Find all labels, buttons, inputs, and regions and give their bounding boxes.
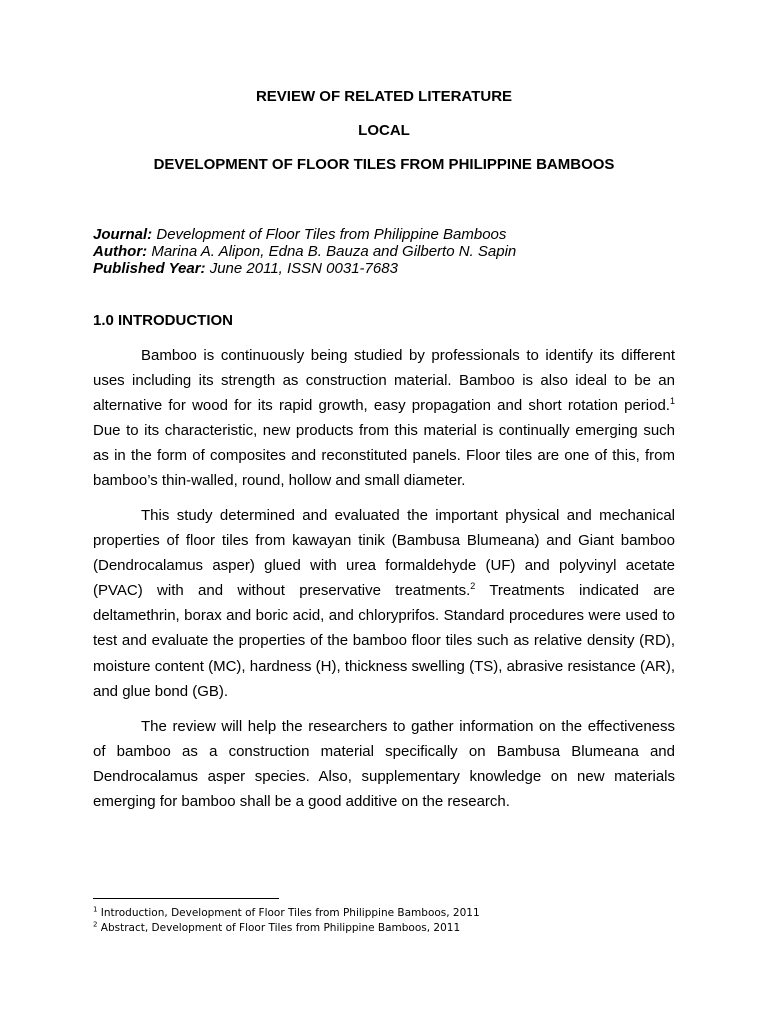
footnote-ref-2[interactable]: 2 — [470, 581, 476, 592]
author-line — [93, 243, 693, 260]
footnote-2 — [93, 921, 460, 935]
published-year-label: Published Year: — [93, 260, 206, 277]
author-label: Author: — [93, 243, 148, 260]
published-year-line — [93, 260, 693, 277]
footnote-1-mark: 1 — [93, 905, 98, 914]
footnote-2-text: Abstract, Development of Floor Tiles from Philippine Bamboos, 2011 — [97, 922, 461, 934]
section-label-local: LOCAL — [358, 122, 410, 139]
footnote-1 — [93, 906, 480, 920]
paragraph-intro — [93, 343, 675, 494]
author-value: Marina A. Alipon, Edna B. Bauza and Gilberto N. Sapin — [151, 243, 517, 260]
footnote-1-text: Introduction, Development of Floor Tiles from Philippine Bamboos, 2011 — [97, 907, 480, 919]
paragraph-review: The review will help the researchers to gather information on the effectiveness of bamboo as a construction material specifically on Bambusa Blumeana and Dendrocalamus asper species. Also, supplementary knowledge on new materials emerging for bamboo shall be a good additive on the research. — [93, 718, 675, 811]
document-title: REVIEW OF RELATED LITERATURE — [255, 88, 513, 105]
journal-line — [93, 226, 693, 243]
footnote-separator — [93, 898, 279, 899]
citation-block — [93, 226, 693, 277]
footnote-ref-1[interactable]: 1 — [669, 396, 675, 407]
paragraph-study-part-1: This study determined and evaluated the important physical and mechanical properties of floor tiles from kawayan tinik (Bambusa Blumeana) and Giant bamboo (Dendrocalamus asper) glued with urea formaldehyde (UF) and polyvinyl acetate (PVAC) with and without preservative treatments. — [93, 507, 675, 600]
paragraph-intro-part-2: Due to its characteristic, new products from this material is continually emerging such as in the form of composites and reconstituted panels. Floor tiles are one of this, from bamboo’s thin-walled, round, hollow and small diameter. — [93, 422, 675, 490]
journal-label: Journal: — [93, 226, 153, 243]
paragraph-study — [93, 503, 675, 704]
journal-value: Development of Floor Tiles from Philippine Bamboos — [156, 226, 507, 243]
section-heading-introduction: 1.0 INTRODUCTION — [93, 312, 234, 329]
published-year-value: June 2011, ISSN 0031-7683 — [209, 260, 398, 277]
footnote-2-mark: 2 — [93, 920, 98, 929]
paragraph-intro-part-1: Bamboo is continuously being studied by professionals to identify its different uses including its strength as construction material. Bamboo is also ideal to be an alternative for wood for its rapid growth, easy propagation and short rotation period. — [93, 347, 675, 415]
paragraph-study-part-2: Treatments indicated are deltamethrin, borax and boric acid, and chloryprifos. Standard procedures were used to test and evaluate the properties of the bamboo floor tiles such as relative density (RD), moisture content (MC), hardness (H), thickness swelling (TS), abrasive resistance (AR), and glue bond (GB). — [93, 582, 675, 700]
study-title: DEVELOPMENT OF FLOOR TILES FROM PHILIPPINE BAMBOOS — [153, 156, 615, 173]
